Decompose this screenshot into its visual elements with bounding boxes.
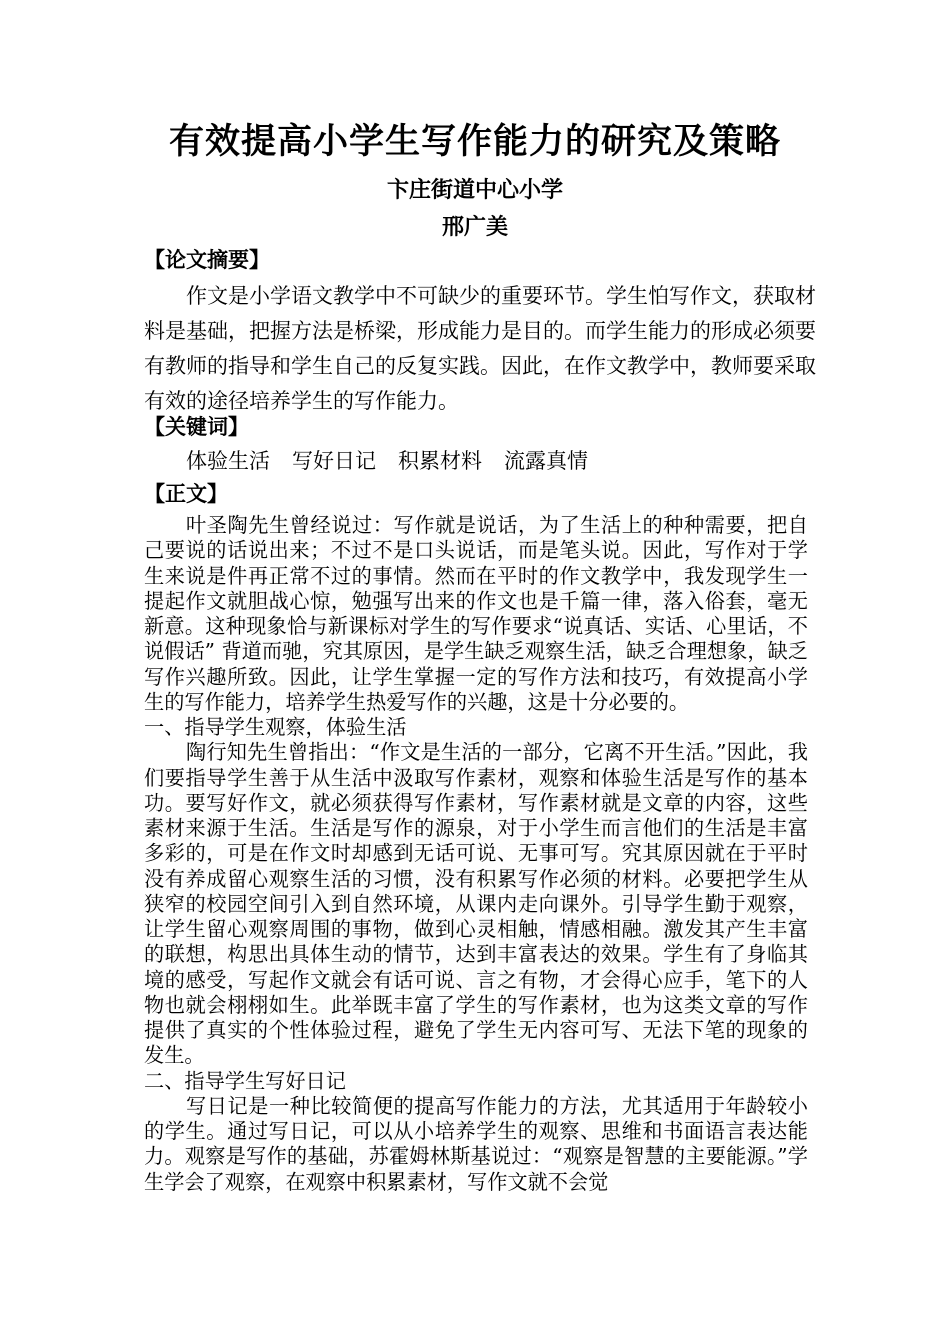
school-name: 卞庄街道中心小学 xyxy=(386,177,563,203)
section-heading: 一、指导学生观察，体验生活 xyxy=(144,715,407,739)
keyword: 写好日记 xyxy=(292,449,376,473)
body-paragraph: 写日记是一种比较简便的提高写作能力的方法，尤其适用于年龄较小的学生。通过写日记，可以从小培养学生的观察、思维和书面语言表达能力。观察是写作的基础，苏霍姆林斯基说过：“观察是智慧的主要能源。”学生学会了观察，在观察中积累素材，写作文就不会觉 xyxy=(144,1093,808,1194)
document-title: 有效提高小学生写作能力的研究及策略 xyxy=(168,121,781,162)
keyword: 流露真情 xyxy=(504,449,588,473)
keyword: 体验生活 xyxy=(186,449,270,473)
body-text xyxy=(144,513,808,1195)
keywords-list xyxy=(186,446,588,476)
section-heading: 二、指导学生写好日记 xyxy=(144,1068,346,1093)
body-paragraph: 陶行知先生曾指出：“作文是生活的一部分，它离不开生活。”因此，我们要指导学生善于从生活中汲取写作素材，观察和体验生活是写作的基本功。要写好作文，就必须获得写作素材，写作素材就是文章的内容，这些素材来源于生活。生活是写作的源泉，对于小学生而言他们的生活是丰富多彩的，可是在作文时却感到无话可说、无事可写。究其原因就在于平时没有养成留心观察生活的习惯，没有积累写作必须的材料。必要把学生从狭窄的校园空间引入到自然环境，从课内走向课外。引导学生勤于观察，让学生留心观察周围的事物，做到心灵相触，情感相融。激发其产生丰富的联想，构思出具体生动的情节，达到丰富表达的效果。学生有了身临其境的感受，写起作文就会有话可说、言之有物，才会得心应手，笔下的人物也就会栩栩如生。此举既丰富了学生的写作素材，也为这类文章的写作提供了真实的个性体验过程，避免了学生无内容可写、无法下笔的现象的发生。 xyxy=(144,740,808,1068)
author-name: 邢广美 xyxy=(441,214,508,240)
keyword: 积累材料 xyxy=(398,449,482,473)
body-heading: 【正文】 xyxy=(144,481,228,506)
keywords-heading: 【关键词】 xyxy=(144,414,249,439)
body-paragraph: 叶圣陶先生曾经说过：写作就是说话，为了生活上的种种需要，把自己要说的话说出来；不过不是口头说话，而是笔头说。因此，写作对于学生来说是件再正常不过的事情。然而在平时的作文教学中，我发现学生一提起作文就胆战心惊，勉强写出来的作文也是千篇一律，落入俗套，毫无新意。这种现象恰与新课标对学生的写作要求“说真话、实话、心里话，不说假话” 背道而驰，究其原因，是学生缺乏观察生活，缺乏合理想象，缺乏写作兴趣所致。因此，让学生掌握一定的写作方法和技巧，有效提高小学生的写作能力，培养学生热爱写作的兴趣，这是十分必要的。 xyxy=(144,513,808,714)
abstract-text: 作文是小学语文教学中不可缺少的重要环节。学生怕写作文，获取材料是基础，把握方法是桥梁，形成能力是目的。而学生能力的形成必须要有教师的指导和学生自己的反复实践。因此，在作文教学中，教师要采取有效的途径培养学生的写作能力。 xyxy=(144,284,816,413)
abstract-heading: 【论文摘要】 xyxy=(144,247,270,272)
